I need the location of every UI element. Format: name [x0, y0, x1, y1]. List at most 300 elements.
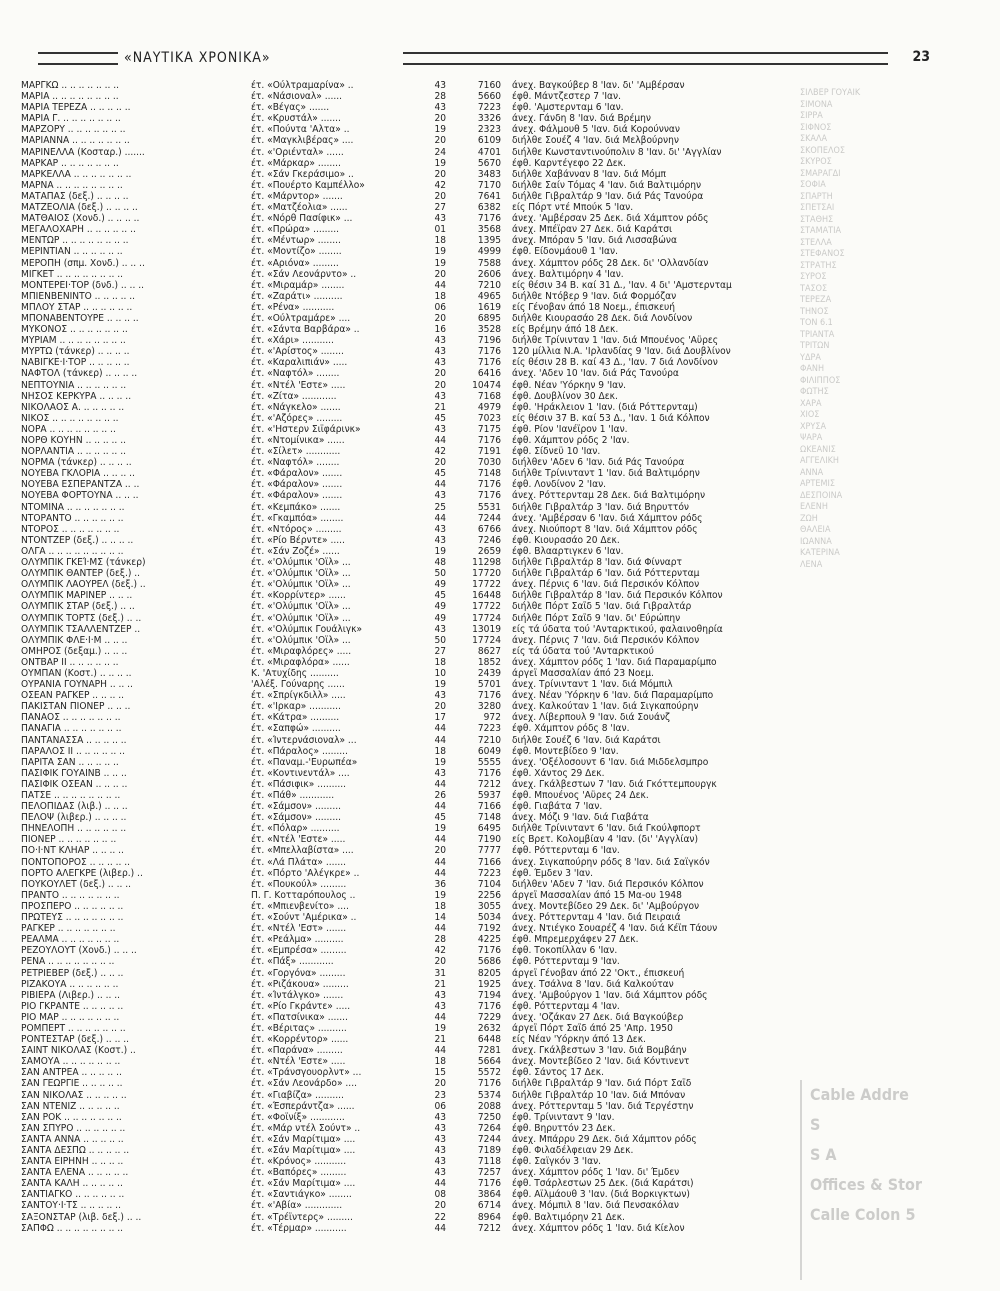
captain-agent: έτ. «Τέρμαρ» ...........: [251, 1222, 347, 1234]
tonnage: 5670: [477, 157, 501, 169]
status: έφθ. Φιλαδέλφειαν 29 Δεκ.: [512, 1145, 634, 1156]
status: έφθ. Κιουρασάο 20 Δεκ.: [512, 534, 620, 546]
ship-name: ΟΜΗΡΟΣ (δεξαμ.) .. .. ..: [21, 645, 128, 657]
table-row: [21, 956, 791, 967]
table-row: [21, 113, 791, 124]
ship-name: ΟΛΥΜΠΙΚ ΦΛΕ·Ι·Μ .. .. ..: [21, 634, 128, 646]
column-number: 28: [434, 934, 446, 946]
captain-agent: έτ. «Ρίο Γκράντε» .....: [251, 1000, 351, 1012]
captain-agent: έτ. «Κεμπάκο» .......: [251, 501, 341, 513]
ship-name: ΝΟΥΕΒΑ ΦΟΡΤΟΥΝΑ .. .. ..: [21, 490, 139, 502]
tonnage: 7118: [477, 1156, 501, 1168]
ship-name: ΟΛΥΜΠΙΚ ΓΚΕΊ·ΜΣ (τάνκερ): [21, 557, 146, 569]
status: διήλθεν 'Αδεν 6 'Ιαν. διά Ράς Τανούρα: [512, 457, 685, 469]
captain-agent: έτ. «Πουκούλ» .........: [251, 878, 347, 890]
ship-name: ΡΕΖΟΥΛΟΥΤ (Χονδ.) .. .. ..: [21, 945, 137, 957]
tonnage: 4225: [477, 934, 501, 946]
tonnage: 7194: [477, 989, 501, 1001]
column-number: 20: [434, 701, 446, 713]
column-number: 44: [434, 512, 446, 524]
status: άνεχ. 'Οξέλοσουντ 6 'Ιαν. διά Μιδδελσμπρο: [512, 756, 709, 768]
status: διήλθε Γιβραλτάρ 9 'Ιαν. διά Ράς Τανούρα: [512, 190, 704, 202]
table-row: [21, 968, 791, 979]
column-number: 18: [434, 235, 446, 247]
status: άνεχ. Ντιέγκο Σουαρέζ 4 'Ιαν. διά Κέϊπ Τάουν: [512, 923, 718, 935]
column-number: 43: [434, 1000, 446, 1012]
status: είς θέσιν 37 Β. καί 53 Δ., 'Ιαν. 1 διά Κόλπον: [512, 412, 710, 424]
column-number: 20: [434, 379, 446, 391]
captain-agent: έτ. «'Ολύμπικ 'Οϊλ» ...: [251, 634, 351, 646]
ship-name: ΝΕΠΤΟΥΝΙΑ .. .. .. .. .. ..: [21, 379, 127, 391]
captain-agent: έτ. «Ίντερνάσιοναλ» ...: [251, 734, 357, 746]
status: άνεχ. Πέρνις 7 'Ιαν. διά Περσικόν Κόλπον: [512, 634, 700, 646]
tonnage: 17724: [472, 634, 501, 646]
status: έφθ. Σίδνεϋ 10 'Ιαν.: [512, 446, 601, 458]
page-number: 23: [912, 49, 930, 65]
captain-agent: 'Αλέξ. Γούναρης ......: [251, 679, 345, 691]
captain-agent: έτ. «Ίντάλγκο» .......: [251, 989, 344, 1001]
tonnage: 6109: [477, 135, 501, 147]
tonnage: 7246: [477, 534, 501, 546]
ship-name: ΣΑΝΤΟΥ·Ι·ΤΣ .. .. .. .. ..: [21, 1200, 121, 1212]
column-number: 28: [434, 91, 446, 103]
tonnage: 7212: [477, 1222, 501, 1234]
tonnage: 6448: [477, 1034, 501, 1046]
captain-agent: έτ. «'Ολύμπικ 'Οϊλ» ...: [251, 568, 351, 580]
tonnage: 7176: [477, 767, 501, 779]
status: έφθ. Λονδίνον 2 'Ιαν.: [512, 479, 607, 491]
ship-name: ΟΛΥΜΠΙΚ ΤΟΡΤΣ (δεξ.) .. ..: [21, 612, 142, 624]
captain-agent: έτ. «Παναμ.-'Ευρωπέα»: [251, 756, 358, 768]
captain-agent: έτ. «Μαγκλιβέρας» ....: [251, 135, 354, 147]
column-number: 22: [434, 1211, 446, 1223]
column-number: 43: [434, 767, 446, 779]
captain-agent: έτ. «Φάραλον» .......: [251, 490, 343, 502]
ship-name: ΜΑΡΙΝΕΛΛΑ (Κοσταρ.) .......: [21, 146, 145, 158]
table-row: [21, 357, 791, 368]
ship-name: ΝΑΦΤΟΛ (τάνκερ) .. .. .. ..: [21, 368, 138, 380]
captain-agent: έτ. «Πουέρτο Καμπέλλο»: [251, 179, 365, 191]
column-number: 19: [434, 545, 446, 557]
column-number: 19: [434, 246, 446, 258]
status: άργεΐ Μασσαλίαν άπό 15 Μα-ου 1948: [512, 889, 682, 901]
tonnage: 13019: [472, 623, 501, 635]
ship-name: ΣΑΝ ΓΕΩΡΓΙΕ .. .. .. .. ..: [21, 1078, 123, 1090]
ship-name: ΠΟΡΤΟ ΑΛΕΓΚΡΕ (λιβερ.) ..: [21, 867, 143, 879]
tonnage: 7192: [477, 923, 501, 935]
ship-name: ΜΑΤΑΠΑΣ (δεξ.) .. .. .. ..: [21, 190, 129, 202]
captain-agent: έτ. «Νόρθ Πασίφικ» ...: [251, 213, 353, 225]
table-row: [21, 1056, 791, 1067]
captain-agent: έτ. «Ματζέολια» ......: [251, 202, 348, 214]
table-row: [21, 657, 791, 668]
status: άνεχ. Μόζι 9 'Ιαν. διά Γιαβάτα: [512, 812, 649, 824]
column-number: 42: [434, 179, 446, 191]
status: άνεχ. Μπέϊραν 27 Δεκ. διά Καράτσι: [512, 224, 673, 236]
table-row: [21, 979, 791, 990]
table-row: [21, 757, 791, 768]
tonnage: 10474: [472, 379, 501, 391]
ship-name: ΣΑΝ ΣΠΥΡΟ .. .. .. .. .. ..: [21, 1122, 126, 1134]
captain-agent: έτ. «Πάραλος» .........: [251, 745, 348, 757]
ship-name: ΜΑΡΙΑ ΤΕΡΕΖΑ .. .. .. .. ..: [21, 102, 131, 114]
status: άνεχ. Χάμπτον ρόδς 1 'Ιαν. διά Παραμαρίμπο: [512, 656, 717, 668]
column-number: 27: [434, 645, 446, 657]
status: έφθ. Τρίνινταντ 9 'Ιαν.: [512, 1111, 615, 1123]
column-number: 20: [434, 168, 446, 180]
captain-agent: έτ. «Μάρ ντέλ Σούντ» ..: [251, 1122, 361, 1134]
table-row: [21, 80, 791, 91]
captain-agent: έτ. «Παράνα» .........: [251, 1045, 343, 1057]
ship-name: ΡΕΝΑ .. .. .. .. .. .. .. ..: [21, 956, 115, 968]
captain-agent: έτ. «Τράνσγουορλντ» ...: [251, 1067, 362, 1079]
column-number: 43: [434, 423, 446, 435]
table-row: [21, 579, 791, 590]
column-number: 19: [434, 257, 446, 269]
captain-agent: έτ. «Σάν Λεονάρντο» ..: [251, 268, 357, 280]
ship-name: ΠΙΟΝΕΡ .. .. .. .. .. .. ..: [21, 834, 117, 846]
ship-name: ΜΑΡΚΕΛΛΑ .. .. .. .. .. .. ..: [21, 168, 132, 180]
column-number: 19: [434, 756, 446, 768]
column-number: 44: [434, 1011, 446, 1023]
status: άνεχ. Ρόττερνταμ 28 Δεκ. διά Βαλτιμόρην: [512, 490, 706, 502]
tonnage: 5034: [477, 912, 501, 924]
tonnage: 1852: [477, 656, 501, 668]
table-row: [21, 513, 791, 524]
column-number: 44: [434, 801, 446, 813]
ship-name: ΣΑΝΤΑ ΑΝΝΑ .. .. .. .. ..: [21, 1133, 124, 1145]
table-row: [21, 346, 791, 357]
tonnage: 7168: [477, 390, 501, 402]
column-number: 42: [434, 945, 446, 957]
tonnage: 5555: [477, 756, 501, 768]
captain-agent: έτ. «Ρίο Βέρντε» .....: [251, 534, 345, 546]
captain-agent: έτ. «'Ηστερν Σιϊφάρινκ»: [251, 423, 361, 435]
table-row: [21, 280, 791, 291]
ship-name: ΠΑΣΙΦΙΚ ΓΟΥΑΪΝΒ .. .. ..: [21, 767, 127, 779]
status: διήλθε Πόρτ Σαΐδ 5 'Ιαν. διά Γιβραλτάρ: [512, 601, 692, 613]
tonnage: 8205: [477, 967, 501, 979]
table-row: [21, 812, 791, 823]
status: διήλθε Γιβραλτάρ 9 'Ιαν. διά Πόρτ Σαΐδ: [512, 1078, 692, 1090]
table-row: [21, 735, 791, 746]
tonnage: 7257: [477, 1167, 501, 1179]
status: άνεχ. Βαλτιμόρην 4 'Ιαν.: [512, 268, 624, 280]
table-row: [21, 1223, 791, 1234]
ship-name: ΠΑΝΑΓΙΑ .. .. .. .. .. .. ..: [21, 723, 122, 735]
status: έφθ. Ρόττερνταμ 4 'Ιαν.: [512, 1000, 620, 1012]
status: διήλθε Πόρτ Σαΐδ 9 'Ιαν. δι' Εύρώπην: [512, 612, 681, 624]
table-row: [21, 524, 791, 535]
table-row: [21, 324, 791, 335]
column-number: 44: [434, 834, 446, 846]
column-number: 43: [434, 690, 446, 702]
tonnage: 7176: [477, 1178, 501, 1190]
status: έφθ. Ρόττερνταμ 9 'Ιαν.: [512, 956, 620, 968]
table-row: [21, 124, 791, 135]
status: άνεχ. Πέρνις 6 'Ιαν. διά Περσικόν Κόλπον: [512, 579, 700, 591]
ship-name: ΡΙΒΙΕΡΑ (Λιβερ.) .. .. ..: [21, 989, 121, 1001]
tonnage: 7190: [477, 834, 501, 846]
ship-name: ΡΙΖΑΚΟΥΑ .. .. .. .. .. ..: [21, 978, 119, 990]
status: άνεχ. 'Αδεν 10 'Ιαν. διά Ράς Τανούρα: [512, 368, 679, 380]
status: άνεχ. 'Οζάκαν 27 Δεκ. διά Βαγκούβερ: [512, 1011, 684, 1023]
status: έφθ. Σαϊγκόν 3 'Ιαν.: [512, 1156, 602, 1168]
column-number: 43: [434, 989, 446, 1001]
ship-name: ΠΑΚΙΣΤΑΝ ΠΙΟΝΕΡ .. .. ..: [21, 701, 131, 713]
table-row: [21, 568, 791, 579]
captain-agent: έτ. «Γοργόνα» .........: [251, 967, 346, 979]
column-number: 45: [434, 412, 446, 424]
captain-agent: έτ. «Μάρκαρ» ........: [251, 157, 341, 169]
column-number: 20: [434, 368, 446, 380]
tonnage: 3326: [477, 113, 501, 125]
ship-name: ΡΕΑΛΜΑ .. .. .. .. .. .. ..: [21, 934, 120, 946]
table-row: [21, 624, 791, 635]
table-row: [21, 1001, 791, 1012]
ship-name: ΟΛΥΜΠΙΚ ΣΤΑΡ (δεξ.) .. ..: [21, 601, 135, 613]
captain-agent: έτ. «Σάν Μαρίτιμα» ....: [251, 1178, 356, 1190]
table-row: [21, 191, 791, 202]
ship-name: ΠΟΥΚΟΥΛΕΤ (δεξ.) .. .. ..: [21, 878, 131, 890]
tonnage: 7189: [477, 1145, 501, 1156]
ship-name: ΠΡΑΝΤΟ .. .. .. .. .. .. ..: [21, 889, 120, 901]
tonnage: 7223: [477, 723, 501, 735]
table-row: [21, 601, 791, 612]
table-row: [21, 1101, 791, 1112]
captain-agent: έτ. «Ντέλ 'Εστ» .......: [251, 923, 347, 935]
table-row: [21, 901, 791, 912]
ship-name: ΝΗΣΟΣ ΚΕΡΚΥΡΑ .. .. .. ..: [21, 390, 132, 402]
tonnage: 2632: [477, 1022, 501, 1034]
captain-agent: έτ. «Κορρέντορ» ......: [251, 1034, 349, 1046]
column-number: 25: [434, 501, 446, 513]
column-number: 19: [434, 124, 446, 136]
ship-name: ΡΙΟ ΓΚΡΑΝΤΕ .. .. .. .. ..: [21, 1000, 124, 1012]
table-row: [21, 845, 791, 856]
column-number: 45: [434, 590, 446, 602]
header-rule-right: [403, 52, 888, 65]
status: έφθ. 'Ηράκλειον 1 'Ιαν. (διά Ρόττερνταμ): [512, 401, 698, 413]
ship-name: ΟΛΥΜΠΙΚ ΜΑΡΙΝΕΡ .. .. ..: [21, 590, 133, 602]
table-row: [21, 1023, 791, 1034]
ship-name: ΝΟΡΛΑΝΤΙΑ .. .. .. .. .. ..: [21, 446, 126, 458]
tonnage: 7641: [477, 190, 501, 202]
ship-name: ΝΟΡΘ ΚΟΥΗΝ .. .. .. .. ..: [21, 435, 126, 446]
column-number: 20: [434, 190, 446, 202]
ship-name: ΠΑΝΑΟΣ .. .. .. .. .. .. ..: [21, 712, 121, 724]
captain-agent: έτ. «'Ιρκαρ» ...........: [251, 701, 341, 713]
column-number: 44: [434, 1045, 446, 1057]
tonnage: 7170: [477, 179, 501, 191]
captain-agent: έτ. «'Αρίστος» ........: [251, 346, 344, 358]
table-row: [21, 1067, 791, 1078]
table-row: [21, 313, 791, 324]
captain-agent: έτ. «Ντόρος» .........: [251, 523, 342, 535]
table-row: [21, 1112, 791, 1123]
captain-agent: έτ. «Ντομίνικα» ......: [251, 435, 345, 446]
status: διήλθε Γιβραλτάρ 8 'Ιαν. διά Περσικόν Κόλπον: [512, 590, 723, 602]
status: άνεχ. Ρόττερνταμ 4 'Ιαν. διά Πειραιά: [512, 912, 681, 924]
tonnage: 5664: [477, 1056, 501, 1068]
table-row: [21, 413, 791, 424]
ship-name: ΠΑΤΣΕ .. .. .. .. .. .. .. ..: [21, 790, 121, 801]
table-row: [21, 879, 791, 890]
status: έφθ. Αϊλμάουθ 3 'Ιαν. (διά Βορκιγκτων): [512, 1189, 690, 1201]
ship-name: ΜΠΛΟΥ ΣΤΑΡ .. .. .. .. .. ..: [21, 301, 133, 313]
ship-name: ΜΑΡΚΑΡ .. .. .. .. .. .. ..: [21, 157, 119, 169]
tonnage: 7210: [477, 279, 501, 291]
tonnage: 11298: [472, 557, 501, 569]
ship-name: ΠΡΟΣΠΕΡΟ .. .. .. .. .. ..: [21, 900, 124, 912]
status: έφθ. Γιαβάτα 7 'Ιαν.: [512, 801, 603, 813]
column-number: 19: [434, 823, 446, 835]
captain-agent: έτ. «Ζαράτι» ..........: [251, 290, 343, 302]
captain-agent: έτ. «Πόρτο 'Αλέγκρε» ..: [251, 867, 360, 879]
tonnage: 7176: [477, 1078, 501, 1090]
status: άνεχ. Μόμπιλ 8 'Ιαν. διά Πενσακόλαν: [512, 1200, 679, 1212]
ship-name: ΜΥΡΙΑΜ .. .. .. .. .. .. .. ..: [21, 335, 126, 347]
table-row: [21, 1134, 791, 1145]
table-row: [21, 368, 791, 379]
table-row: [21, 535, 791, 546]
tonnage: 4701: [477, 146, 501, 158]
status: άνεχ. Γκάλβεστων 7 'Ιαν. διά Γκόττεμπουργκ: [512, 778, 717, 790]
ship-name: ΣΑΝΤΑ ΕΙΡΗΝΗ .. .. .. ..: [21, 1156, 124, 1168]
captain-agent: έτ. «Μάρντορ» .......: [251, 190, 343, 202]
table-row: [21, 868, 791, 879]
status: άργεΐ Μασσαλίαν άπό 23 Νοεμ.: [512, 667, 654, 679]
tonnage: 7250: [477, 1111, 501, 1123]
tonnage: 7244: [477, 512, 501, 524]
column-number: 18: [434, 1056, 446, 1068]
column-number: 19: [434, 889, 446, 901]
ship-name: ΠΑΣΙΦΙΚ ΟΣΕΑΝ .. .. .. ..: [21, 778, 128, 790]
status: είς Πόρτ ντέ Μπούκ 5 'Ιαν.: [512, 202, 634, 214]
ship-name: ΠΑΡΙΤΑ ΣΑΝ .. .. .. .. ..: [21, 756, 119, 768]
column-number: 43: [434, 102, 446, 114]
column-number: 08: [434, 1189, 446, 1201]
header-rule-left: [38, 52, 118, 65]
table-row: [21, 169, 791, 180]
status: άνεχ. Μπάρρυ 29 Δεκ. διά Χάμπτον ρόδς: [512, 1133, 697, 1145]
status: έφθ. 'Αμστερνταμ 6 'Ιαν.: [512, 102, 624, 114]
captain-agent: έτ. «Έσπεράντζα» ......: [251, 1100, 355, 1112]
captain-agent: Κ. 'Ατυχίδης ..........: [251, 667, 339, 679]
captain-agent: έτ. «'Ολύμπικ Γουάλιγκ»: [251, 623, 363, 635]
status: διήλθε Τρίνινταντ 1 'Ιαν. διά Βαλτιμόρην: [512, 468, 700, 480]
tonnage: 3483: [477, 168, 501, 180]
table-row: [21, 934, 791, 945]
tonnage: 17720: [472, 568, 501, 580]
bleed-through-advert: Cable Addre S S A Offices & Stor Calle Colon 5: [800, 1080, 952, 1280]
tonnage: 6495: [477, 823, 501, 835]
captain-agent: έτ. «Ρένα» ...........: [251, 301, 335, 313]
column-number: 43: [434, 335, 446, 347]
column-number: 43: [434, 346, 446, 358]
column-number: 06: [434, 301, 446, 313]
table-row: [21, 490, 791, 501]
column-number: 44: [434, 1222, 446, 1234]
status: έφθ. Χάντος 29 Δεκ.: [512, 767, 605, 779]
table-row: [21, 424, 791, 435]
captain-agent: έτ. «'Ολύμπικ 'Οϊλ» ...: [251, 601, 351, 613]
table-row: [21, 1200, 791, 1211]
column-number: 44: [434, 856, 446, 868]
tonnage: 5531: [477, 501, 501, 513]
tonnage: 7281: [477, 1045, 501, 1057]
captain-agent: έτ. «Φάραλον» .......: [251, 479, 343, 491]
ship-name: ΟΛΓΑ .. .. .. .. .. .. .. .. ..: [21, 545, 124, 557]
table-row: [21, 1145, 791, 1156]
column-number: 44: [434, 867, 446, 879]
column-number: 20: [434, 312, 446, 324]
tonnage: 7223: [477, 867, 501, 879]
column-number: 36: [434, 878, 446, 890]
status: άργεΐ Γένοβαν άπό 22 'Οκτ., έπισκευή: [512, 967, 685, 979]
captain-agent: έτ. «Κρόνος» ...........: [251, 1156, 347, 1168]
column-number: 10: [434, 667, 446, 679]
table-row: [21, 147, 791, 158]
tonnage: 1925: [477, 978, 501, 990]
ship-name: ΡΕΤΡΙΕΒΕΡ (δεξ.) .. .. ..: [21, 967, 124, 979]
tonnage: 17722: [472, 601, 501, 613]
table-row: [21, 823, 791, 834]
ship-name: ΝΟΥΕΒΑ ΕΣΠΕΡΑΝΤΖΑ .. ..: [21, 479, 140, 491]
ship-name: ΣΑΠΦΩ .. .. .. .. .. .. .. ..: [21, 1222, 124, 1234]
ship-name: ΜΕΡΟΠΗ (σπμ. Χονδ.) .. .. ..: [21, 257, 145, 269]
table-row: [21, 224, 791, 235]
captain-agent: έτ. «Εμπρέσα» .........: [251, 945, 347, 957]
tonnage: 1619: [477, 301, 501, 313]
ship-name: ΠΕΛΟΠΙΔΑΣ (λιβ.) .. .. ..: [21, 801, 128, 813]
status: έφθ. Βλααρτιγκεν 6 'Ιαν.: [512, 545, 624, 557]
ship-movements-table: [21, 80, 791, 1234]
status: διήλθε Ντόβερ 9 'Ιαν. διά Φορμόζαν: [512, 290, 677, 302]
table-row: [21, 158, 791, 169]
column-number: 44: [434, 479, 446, 491]
captain-agent: έτ. «Σίλετ» ............: [251, 446, 341, 458]
status: έφθ. Ρίον 'Ιανέϊρον 1 'Ιαν.: [512, 423, 628, 435]
tonnage: 7777: [477, 845, 501, 857]
ship-name: ΜΑΡΙΑΝΝΑ .. .. .. .. .. .. ..: [21, 135, 130, 147]
ship-name: ΜΥΚΟΝΟΣ .. .. .. .. .. .. ..: [21, 324, 128, 336]
captain-agent: έτ. «Σάν Γκεράσιμο» ..: [251, 168, 354, 180]
column-number: 21: [434, 401, 446, 413]
table-row: [21, 1178, 791, 1189]
column-number: 44: [434, 778, 446, 790]
tonnage: 7166: [477, 801, 501, 813]
ship-name: ΡΑΓΚΕΡ .. .. .. .. .. .. ..: [21, 923, 116, 935]
status: διήλθε Σαίν Τόμας 4 'Ιαν. διά Βαλτιμόρην: [512, 179, 702, 191]
status: άνεχ. Μοντεβίδεο 2 'Ιαν. διά Κόντινεντ: [512, 1056, 690, 1068]
column-number: 14: [434, 912, 446, 924]
captain-agent: έτ. «Ντέλ 'Εστε» .....: [251, 834, 346, 846]
tonnage: 7166: [477, 856, 501, 868]
status: έφθ. Μοντεβίδεο 9 'Ιαν.: [512, 745, 619, 757]
captain-agent: έτ. «Καραλιπιάν» .....: [251, 357, 348, 369]
ship-name: ΟΛΥΜΠΙΚ ΛΑΟΥΡΕΛ (δεξ.) ..: [21, 579, 146, 591]
tonnage: 7176: [477, 357, 501, 369]
ship-name: ΣΑΜΟΥΑ .. .. .. .. .. .. ..: [21, 1056, 121, 1068]
column-number: 18: [434, 745, 446, 757]
column-number: 19: [434, 679, 446, 691]
table-row: [21, 801, 791, 812]
captain-agent: έτ. «Σαντιάγκο» ........: [251, 1189, 352, 1201]
column-number: 43: [434, 1133, 446, 1145]
table-row: [21, 590, 791, 601]
captain-agent: έτ. «Μιραμάρ» ........: [251, 279, 345, 291]
